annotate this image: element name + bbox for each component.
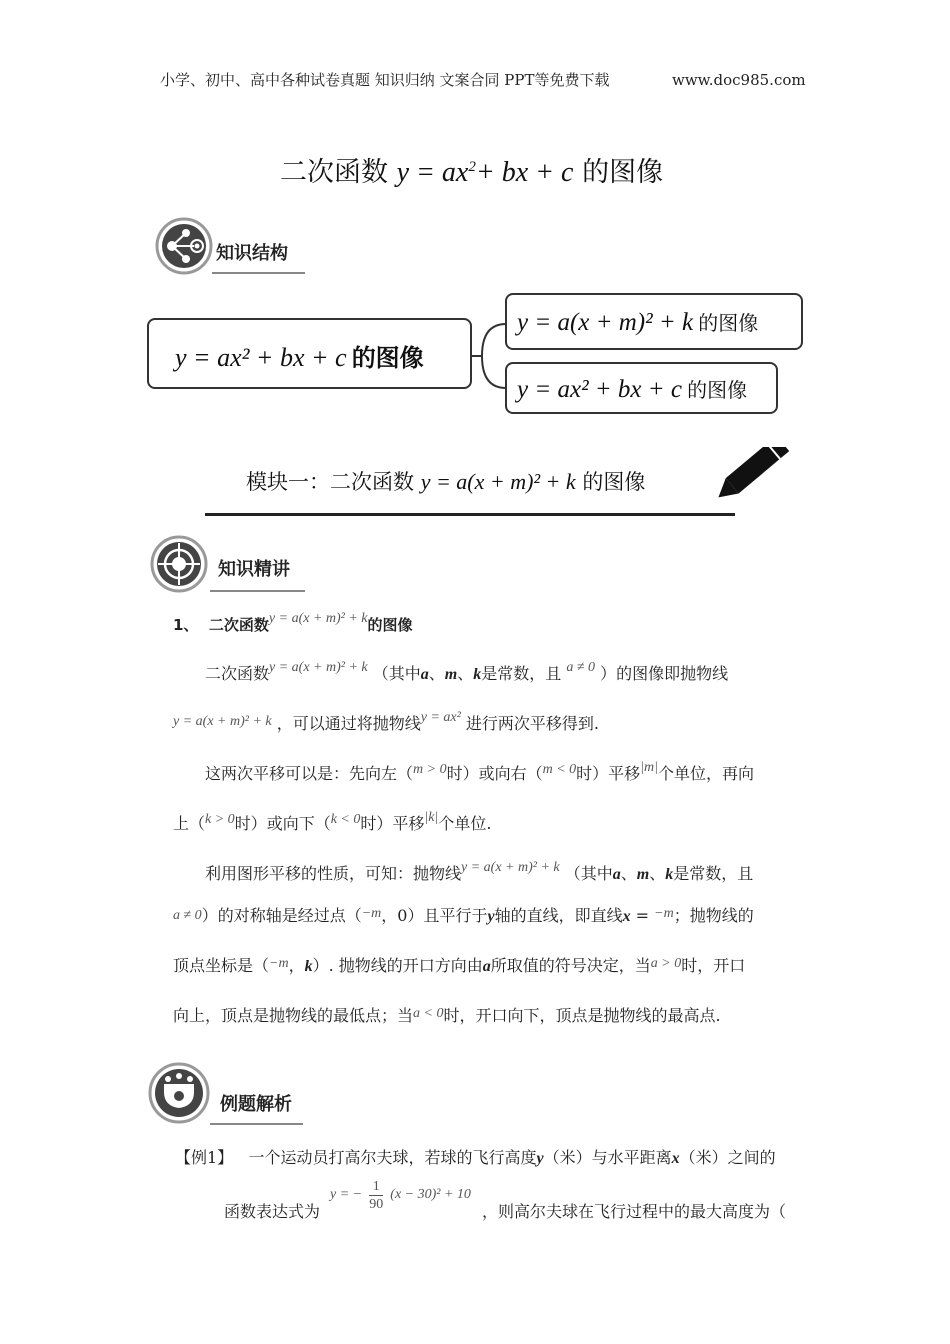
- section-lecture-header: [150, 535, 310, 597]
- para-2-line-2: 上（k > 0时）或向下（k < 0时）平移|k|个单位.: [173, 810, 492, 833]
- mindmap-branch-1: [505, 293, 803, 350]
- page-title: 二次函数 $y = ax^2+$ bx + c 的图像: [280, 157, 664, 188]
- mindmap-root-text: y = ax² + bx + c 的图像: [175, 343, 424, 372]
- example-1-formula: y = − $\frac{1}{90}$ (x − 30)² + 10: [330, 1179, 471, 1212]
- mindmap-branch-1-text: y = a(x + m)² + k 的图像: [517, 309, 759, 336]
- section-lecture-title: 知识精讲: [218, 559, 290, 580]
- para-1-line-2: y = a(x + m)² + k ，可以通过将抛物线y = ax² 进行两次平移得到.: [173, 710, 599, 733]
- mindmap-branch-2: [505, 362, 778, 414]
- example-1-line-1: 【例1】 一个运动员打高尔夫球，若球的飞行高度y（米）与水平距离x（米）之间的: [175, 1148, 776, 1167]
- section-structure-header: [150, 215, 310, 277]
- header-left: 小学、初中、高中各种试卷真题 知识归纳 文案合同 PPT等免费下载: [160, 71, 610, 89]
- module-title: 模块一：二次函数 y = a(x + m)² + k 的图像: [246, 469, 646, 494]
- mindmap-root: [147, 318, 472, 389]
- example-1-line-2: 函数表达式为: [224, 1202, 321, 1221]
- para-3-line-2: a ≠ 0）的对称轴是经过点（−m，0）且平行于y轴的直线，即直线x = −m；抛物线的: [173, 906, 754, 925]
- pencil-icon: [715, 447, 795, 523]
- para-1-line-1: 二次函数y = a(x + m)² + k （其中a、m、k是常数，且 a ≠ 0 ）的图像即抛物线: [205, 660, 729, 683]
- mindmap-branch-2-text: y = ax² + bx + c 的图像: [517, 376, 748, 403]
- module-underline: [205, 513, 735, 516]
- header-url[interactable]: www.doc985.com: [672, 71, 806, 89]
- example-1-line-2-tail: ，则高尔夫球在飞行过程中的最大高度为（: [482, 1202, 787, 1221]
- example-1-label: 【例1】: [175, 1148, 234, 1167]
- para-3-line-4: 向上，顶点是抛物线的最低点；当a < 0时，开口向下，顶点是抛物线的最高点.: [173, 1006, 721, 1025]
- para-3-line-1: 利用图形平移的性质，可知：抛物线y = a(x + m)² + k （其中a、m、k是常数，且: [205, 860, 754, 883]
- section-structure-title: 知识结构: [216, 243, 288, 264]
- point-1-heading: 1、 二次函数y = a(x + m)² + k的图像: [173, 611, 413, 634]
- section-examples-header: [148, 1062, 308, 1128]
- section-examples-title: 例题解析: [220, 1094, 292, 1115]
- mindmap-connector: [470, 320, 510, 392]
- para-2-line-1: 这两次平移可以是：先向左（m > 0时）或向右（m < 0时）平移|m|个单位，再向: [205, 760, 754, 783]
- para-3-line-3: 顶点坐标是（−m，k）. 抛物线的开口方向由a所取值的符号决定，当a > 0时，开口: [173, 956, 746, 975]
- fraction: $\frac{1}{90}$: [369, 1179, 384, 1212]
